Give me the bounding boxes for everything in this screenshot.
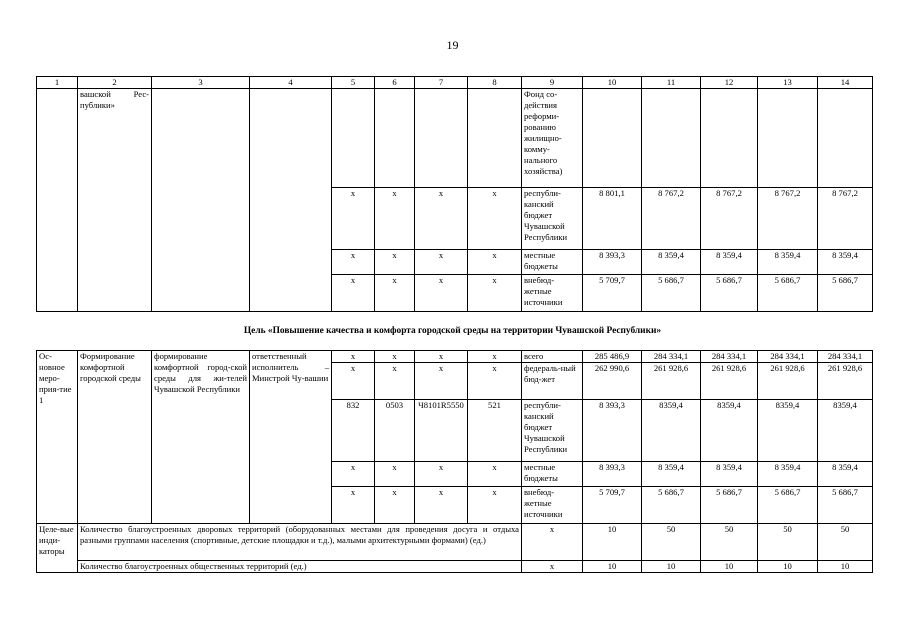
funding-source: местные бюджеты [522, 462, 583, 487]
program-name-cell: вашской Рес-публики» [78, 89, 152, 312]
table-row: х х х х внебюд-жетные источники 5 709,7 5 686,7 5 686,7 5 686,7 5 686,7 [37, 275, 873, 312]
column-number: 11 [642, 77, 701, 89]
column-number: 12 [701, 77, 758, 89]
funding-source: республи-канский бюджет Чувашской Республики [522, 188, 583, 250]
funding-source: республи-канский бюджет Чувашской Республики [522, 400, 583, 462]
column-number: 5 [332, 77, 375, 89]
event-goal: формирование комфортной город-ской среды для жи-телей Чувашской Республики [152, 351, 250, 524]
funding-source: внебюд-жетные источники [522, 487, 583, 524]
column-number: 10 [583, 77, 642, 89]
column-number-row [37, 77, 873, 89]
funding-source: местные бюджеты [522, 250, 583, 275]
event-executor: ответственный исполнитель – Минстрой Чу-вашии [250, 351, 332, 524]
indicator-row: Целе-вые инди-каторы Количество благоустроенных дворовых территорий (оборудованных местами для проведения досуга и отдыха разными группами населения (спортивные, детские площадки и т.д.), малыми архитектурными формами) (ед.) х 10 50 50 50 50 [37, 524, 873, 561]
column-number: 9 [522, 77, 583, 89]
column-number: 1 [37, 77, 78, 89]
column-number: 4 [250, 77, 332, 89]
indicator-text: Количество благоустроенных общественных территорий (ед.) [78, 561, 522, 573]
column-number: 8 [468, 77, 522, 89]
indicator-row: Количество благоустроенных общественных территорий (ед.) х 10 10 10 10 10 [37, 561, 873, 573]
funding-source: всего [522, 351, 583, 363]
column-number: 6 [375, 77, 415, 89]
budget-table-continuation [36, 76, 873, 312]
column-number: 13 [758, 77, 818, 89]
table-row: Ос-новное меро-прия-тие 1 Формирование комфортной городской среды формирование комфортной город-ской среды для жи-телей Чувашской Республики ответственный исполнитель – Минстрой Чу-вашии х х х х всего 285 486,9 284 334,1 284 334,1 284 334,1 284 334,1 [37, 351, 873, 363]
column-number: 2 [78, 77, 152, 89]
table-row: х х х х федераль-ный бюд-жет 262 990,6 261 928,6 261 928,6 261 928,6 261 928,6 [37, 363, 873, 400]
table-row: х х х х местные бюджеты 8 393,3 8 359,4 8 359,4 8 359,4 8 359,4 [37, 250, 873, 275]
event-number: Ос-новное меро-прия-тие 1 [37, 351, 78, 524]
main-event-table [36, 350, 873, 573]
table-row: 832 0503 Ч8101R5550 521 республи-канский бюджет Чувашской Республики 8 393,3 8359,4 8359,4 8359,4 8359,4 [37, 400, 873, 462]
goal-heading: Цель «Повышение качества и комфорта городской среды на территории Чувашской Республики» [243, 326, 662, 336]
column-number: 14 [818, 77, 873, 89]
indicator-text: Количество благоустроенных дворовых территорий (оборудованных местами для проведения досуга и отдыха разными группами населения (спортивные, детские площадки и т.д.), малыми архитектурными формами) (ед.) [78, 524, 522, 561]
indicators-label: Целе-вые инди-каторы [37, 524, 78, 573]
table-row [37, 89, 873, 188]
event-name: Формирование комфортной городской среды [78, 351, 152, 524]
column-number: 7 [415, 77, 468, 89]
table-row: х х х х внебюд-жетные источники 5 709,7 5 686,7 5 686,7 5 686,7 5 686,7 [37, 487, 873, 524]
page-number: 19 [446, 38, 459, 52]
column-number: 3 [152, 77, 250, 89]
funding-source: Фонд со-действия реформи-рованию жилищно-комму-нального хозяйства) [522, 89, 583, 188]
table-row: х х х х республи-канский бюджет Чувашской Республики 8 801,1 8 767,2 8 767,2 8 767,2 8 767,2 [37, 188, 873, 250]
table-row: х х х х местные бюджеты 8 393,3 8 359,4 8 359,4 8 359,4 8 359,4 [37, 462, 873, 487]
funding-source: федераль-ный бюд-жет [522, 363, 583, 400]
funding-source: внебюд-жетные источники [522, 275, 583, 312]
